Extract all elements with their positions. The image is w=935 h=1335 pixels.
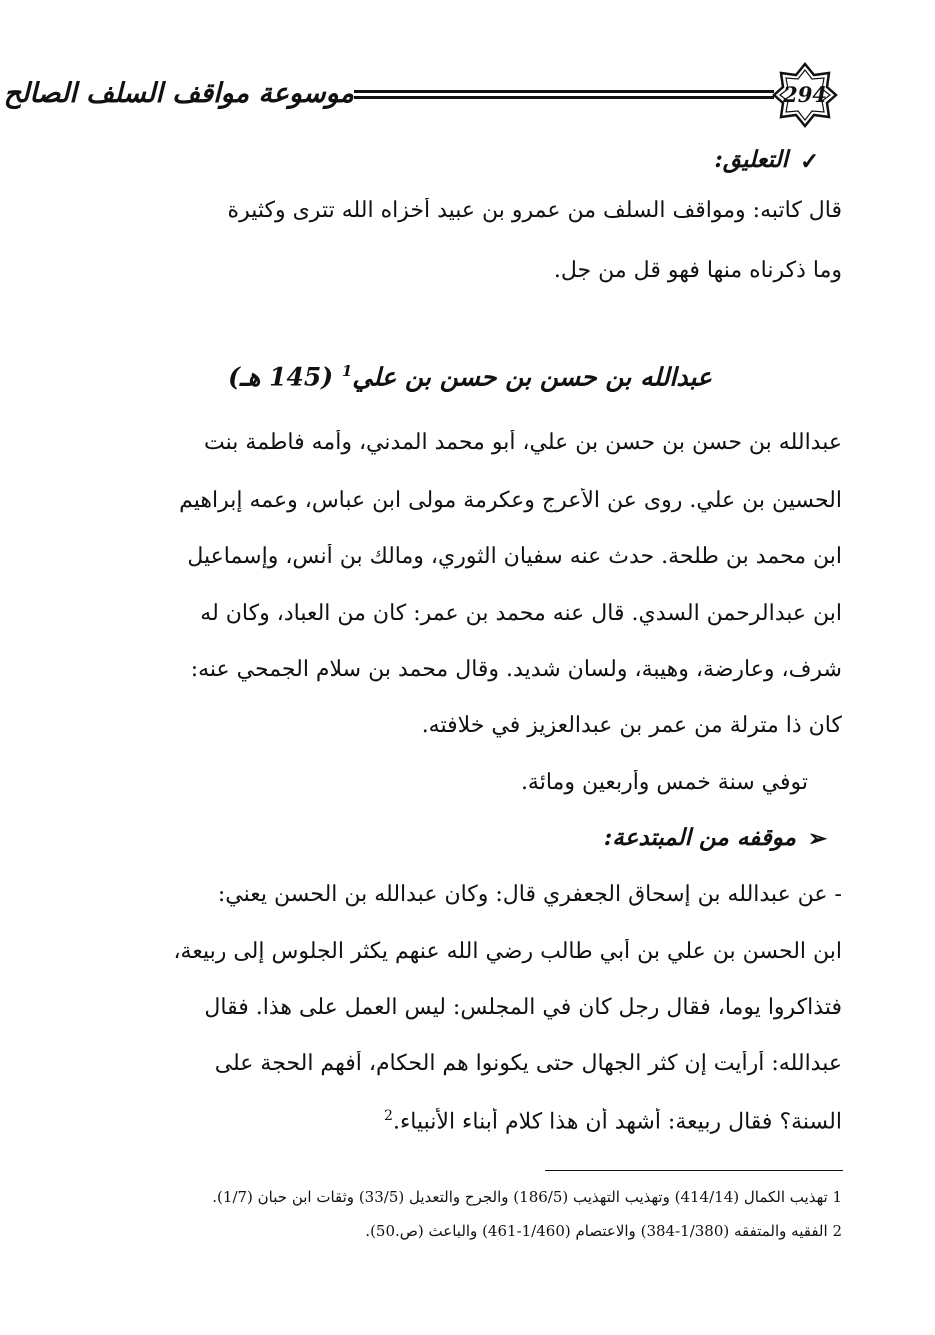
- paragraph-line-last: [330, 1108, 842, 1134]
- paragraph-line: ابن محمد بن طلحة. حدث عنه سفيان الثوري، ومالك بن أنس، وإسماعيل: [187, 544, 842, 569]
- footnote-text: تهذيب الكمال (414/14) وتهذيب التهذيب (186/5) والجرح والتعديل (33/5) وثقات ابن حبان (1/7).: [212, 1188, 828, 1206]
- book-title: موسوعة مواقف السلف الصالح: [3, 78, 354, 109]
- footnote-2: [90, 1222, 842, 1240]
- paragraph-line: وما ذكرناه منها فهو قل من جل.: [553, 258, 842, 283]
- biography-date: (145 هـ): [228, 362, 334, 392]
- paragraph-line: الحسين بن علي. روى عن الأعرج وعكرمة مولى ابن عباس، وعمه إبراهيم: [179, 488, 842, 513]
- paragraph-line: ابن عبدالرحمن السدي. قال عنه محمد بن عمر: كان من العباد، وكان له: [200, 601, 842, 626]
- paragraph-line: شرف، وعارضة، وهيبة، ولسان شديد. وقال محمد بن سلام الجمحي عنه:: [190, 657, 842, 682]
- footnote-ref: 2: [384, 1108, 393, 1124]
- footnote-1: [90, 1188, 842, 1206]
- section-heading-comment: التعليق:: [714, 146, 788, 173]
- footnote-ref: 1: [341, 362, 353, 380]
- paragraph-line: عبدالله: أرأيت إن كثر الجهال حتى يكونوا هم الحكام، أفهم الحجة على: [214, 1051, 842, 1076]
- arrow-marker-icon: ➢: [808, 825, 828, 852]
- checkmark-icon: ✓: [800, 148, 820, 175]
- page-number: 294: [783, 82, 827, 107]
- biography-name: عبدالله بن حسن بن حسن بن علي: [352, 362, 712, 392]
- paragraph-line: قال كاتبه: ومواقف السلف من عمرو بن عبيد أخزاه الله تترى وكثيرة: [227, 198, 842, 223]
- death-line: توفي سنة خمس وأربعين ومائة.: [520, 770, 808, 795]
- page-header: [3, 62, 852, 132]
- footnote-separator: [545, 1170, 843, 1171]
- footnote-number: 1: [832, 1188, 842, 1206]
- paragraph-line: عبدالله بن حسن بن حسن بن علي، أبو محمد المدني، وأمه فاطمة بنت: [204, 430, 842, 455]
- page-number-badge: [772, 62, 838, 128]
- paragraph-line: كان ذا مترلة من عمر بن عبدالعزيز في خلافته.: [421, 713, 842, 738]
- section-heading-innovators: موقفه من المبتدعة:: [603, 824, 796, 851]
- paragraph-line: ابن الحسن بن علي بن أبي طالب رضي الله عنهم يكثر الجلوس إلى ربيعة،: [173, 939, 842, 964]
- biography-title: [150, 362, 790, 406]
- header-double-rule: [354, 90, 774, 100]
- footnote-number: 2: [832, 1222, 842, 1240]
- paragraph-line: - عن عبدالله بن إسحاق الجعفري قال: وكان عبدالله بن الحسن يعني:: [217, 882, 842, 907]
- paragraph-line-text: السنة؟ فقال ربيعة: أشهد أن هذا كلام أبناء الأنبياء.: [392, 1109, 842, 1135]
- paragraph-line: فتذاكروا يوما، فقال رجل كان في المجلس: ليس العمل على هذا. فقال: [204, 995, 842, 1020]
- footnote-text: الفقيه والمتفقه (1/380-384) والاعتصام (1/460-461) والباعث (ص.50).: [365, 1222, 828, 1240]
